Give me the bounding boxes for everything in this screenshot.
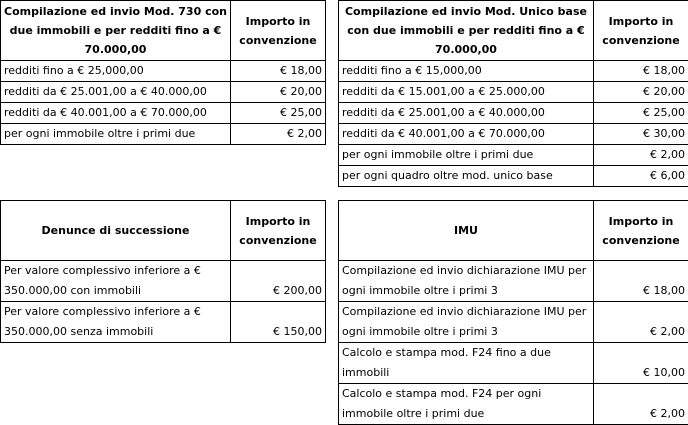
row-amount: € 10,00 [594, 343, 688, 384]
table-row [1, 261, 326, 302]
row-amount: € 150,00 [231, 302, 326, 343]
row-label: per ogni immobile oltre i primi due [1, 124, 231, 145]
row-label: redditi da € 40.001,00 a € 70.000,00 [339, 124, 594, 145]
row-amount: € 25,00 [594, 103, 688, 124]
unico-table [338, 0, 688, 187]
table-row [1, 302, 326, 343]
imu-table [338, 200, 688, 425]
row-label: redditi da € 25.001,00 a € 40.000,00 [339, 103, 594, 124]
imu-header-row [339, 201, 688, 261]
table-row [1, 61, 326, 82]
mod730-table [0, 0, 326, 145]
table-row [339, 261, 688, 302]
table-row [339, 343, 688, 384]
table-row [1, 124, 326, 145]
unico-header-row [339, 1, 688, 61]
table-row [339, 145, 688, 166]
row-label: redditi da € 40.001,00 a € 70.000,00 [1, 103, 231, 124]
mod730-header-row [1, 1, 326, 61]
table-row [339, 384, 688, 425]
row-amount: € 2,00 [594, 384, 688, 425]
table-row [339, 61, 688, 82]
row-label: Calcolo e stampa mod. F24 fino a due immobili [339, 343, 594, 384]
row-amount: € 2,00 [231, 124, 326, 145]
row-label: per ogni quadro oltre mod. unico base [339, 166, 594, 187]
table-row [339, 124, 688, 145]
row-label: redditi da € 25.001,00 a € 40.000,00 [1, 82, 231, 103]
row-label: Per valore complessivo inferiore a € 350.000,00 senza immobili [1, 302, 231, 343]
table-row [339, 302, 688, 343]
table-row [1, 82, 326, 103]
imu-amount-header: Importo in convenzione [594, 201, 688, 261]
row-amount: € 6,00 [594, 166, 688, 187]
unico-amount-header: Importo in convenzione [594, 1, 688, 61]
mod730-title: Compilazione ed invio Mod. 730 con due immobili e per redditi fino a € 70.000,00 [1, 1, 231, 61]
row-amount: € 2,00 [594, 302, 688, 343]
table-row [339, 103, 688, 124]
row-label: redditi fino a € 15,000,00 [339, 61, 594, 82]
row-label: Compilazione ed invio dichiarazione IMU per ogni immobile oltre i primi 3 [339, 261, 594, 302]
successione-amount-header: Importo in convenzione [231, 201, 326, 261]
row-amount: € 20,00 [231, 82, 326, 103]
successione-header-row [1, 201, 326, 261]
row-label: Per valore complessivo inferiore a € 350.000,00 con immobili [1, 261, 231, 302]
row-amount: € 25,00 [231, 103, 326, 124]
row-label: Compilazione ed invio dichiarazione IMU per ogni immobile oltre i primi 3 [339, 302, 594, 343]
table-row [339, 166, 688, 187]
successione-table [0, 200, 326, 343]
row-amount: € 20,00 [594, 82, 688, 103]
row-label: redditi da € 15.001,00 a € 25.000,00 [339, 82, 594, 103]
row-amount: € 18,00 [594, 261, 688, 302]
row-amount: € 18,00 [594, 61, 688, 82]
row-label: redditi fino a € 25,000,00 [1, 61, 231, 82]
row-label: per ogni immobile oltre i primi due [339, 145, 594, 166]
row-label: Calcolo e stampa mod. F24 per ogni immobile oltre i primi due [339, 384, 594, 425]
row-amount: € 18,00 [231, 61, 326, 82]
table-row [1, 103, 326, 124]
row-amount: € 200,00 [231, 261, 326, 302]
row-amount: € 30,00 [594, 124, 688, 145]
imu-title: IMU [339, 201, 594, 261]
unico-title: Compilazione ed invio Mod. Unico base con due immobili e per redditi fino a € 70.000,00 [339, 1, 594, 61]
mod730-amount-header: Importo in convenzione [231, 1, 326, 61]
row-amount: € 2,00 [594, 145, 688, 166]
successione-title: Denunce di successione [1, 201, 231, 261]
table-row [339, 82, 688, 103]
